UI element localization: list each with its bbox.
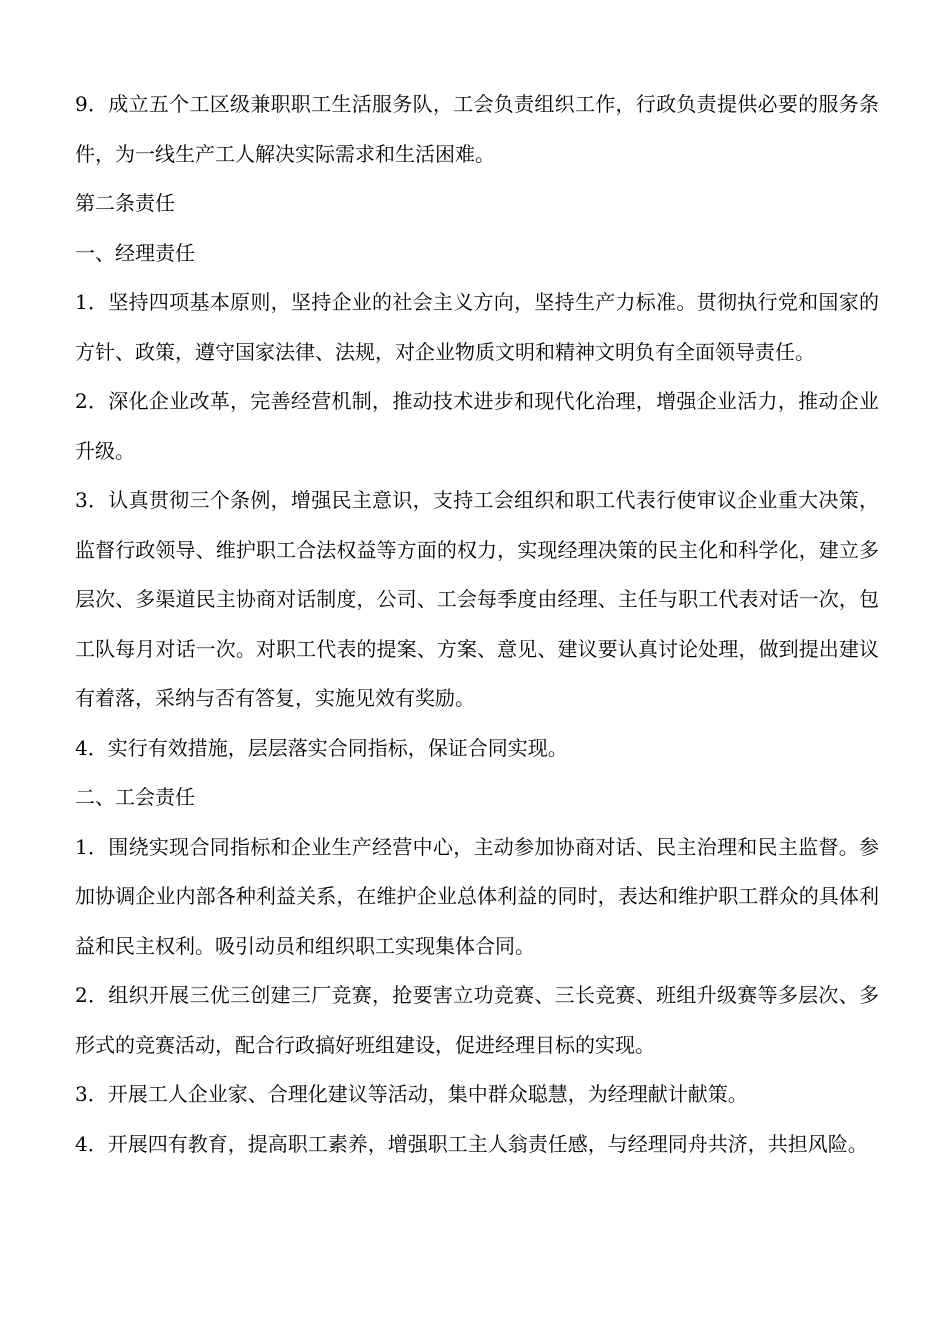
subsection-heading-manager: 一、经理责任 bbox=[75, 240, 195, 265]
paragraph-item-9-service-team: 9．成立五个工区级兼职职工生活服务队，工会负责组织工作，行政负责提供必要的服务条件，为一线生产工人解决实际需求和生活困难。 bbox=[75, 92, 879, 166]
union-item-3: 3．开展工人企业家、合理化建议等活动，集中群众聪慧，为经理献计献策。 bbox=[75, 1082, 748, 1106]
manager-item-1: 1．坚持四项基本原则，坚持企业的社会主义方向，坚持生产力标准。贯彻执行党和国家的方针、政策，遵守国家法律、法规，对企业物质文明和精神文明负有全面领导责任。 bbox=[75, 290, 879, 364]
manager-item-4: 4．实行有效措施，层层落实合同指标，保证合同实现。 bbox=[75, 735, 568, 760]
union-item-1: 1．围绕实现合同指标和企业生产经营中心，主动参加协商对话、民主治理和民主监督。参加协调企业内部各种利益关系，在维护企业总体利益的同时，表达和维护职工群众的具体利益和民主权利。吸引动员和组织职工实现集体合同。 bbox=[75, 834, 879, 958]
manager-item-2: 2．深化企业改革，完善经营机制，推动技术进步和现代化治理，增强企业活力，推动企业升级。 bbox=[75, 389, 879, 463]
subsection-heading-union: 二、工会责任 bbox=[75, 785, 195, 809]
union-item-2: 2．组织开展三优三创建三厂竞赛，抢要害立功竞赛、三长竞赛、班组升级赛等多层次、多形式的竞赛活动，配合行政搞好班组建设，促进经理目标的实现。 bbox=[75, 983, 879, 1057]
section-heading-article-2: 第二条责任 bbox=[75, 191, 175, 215]
manager-item-3: 3．认真贯彻三个条例，增强民主意识，支持工会组织和职工代表行使审议企业重大决策，监督行政领导、维护职工合法权益等方面的权力，实现经理决策的民主化和科学化，建立多层次、多渠道民主协商对话制度，公司、工会每季度由经理、主任与职工代表对话一次，包工队每月对话一次。对职工代表的提案、方案、意见、建议要认真讨论处理，做到提出建议有着落，采纳与否有答复，实施见效有奖励。 bbox=[75, 488, 879, 710]
document-page bbox=[75, 80, 879, 1169]
union-item-4: 4．开展四有教育，提高职工素养，增强职工主人翁责任感，与经理同舟共济，共担风险。 bbox=[75, 1131, 868, 1156]
